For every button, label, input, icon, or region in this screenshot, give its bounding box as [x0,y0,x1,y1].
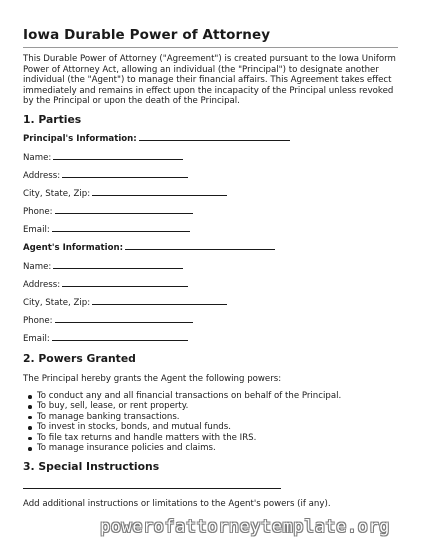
principal-email-field [23,224,190,235]
power-item: To manage insurance policies and claims. [23,443,341,453]
special-instructions-heading: 3. Special Instructions [23,460,160,473]
agent-name-line[interactable] [53,261,183,269]
powers-intro: The Principal hereby grants the Agent the following powers: [23,374,282,384]
agent-name-field [23,261,183,272]
power-item: To buy, sell, lease, or rent property. [23,401,341,411]
power-item: To invest in stocks, bonds, and mutual funds. [23,422,341,432]
principal-name-line[interactable] [53,152,183,160]
principal-phone-label: Phone: [23,207,53,217]
agent-info-line[interactable] [125,242,275,250]
agent-phone-line[interactable] [55,315,193,323]
agent-email-field [23,333,188,344]
principal-address-line[interactable] [62,170,188,178]
special-instructions-note: Add additional instructions or limitations to the Agent's powers (if any). [23,499,331,509]
principal-name-field [23,152,183,163]
agent-city-label: City, State, Zip: [23,298,91,308]
special-instructions-line[interactable] [23,488,281,489]
agent-email-label: Email: [23,334,50,344]
principal-address-label: Address: [23,171,61,181]
principal-email-label: Email: [23,225,50,235]
principal-email-line[interactable] [52,224,190,232]
agent-city-field [23,297,227,308]
principal-address-field [23,170,188,181]
principal-city-label: City, State, Zip: [23,189,91,199]
agent-phone-field [23,315,193,326]
power-item: To manage banking transactions. [23,412,341,422]
agent-address-line[interactable] [62,279,188,287]
agent-phone-label: Phone: [23,316,53,326]
principal-city-line[interactable] [92,188,227,196]
principal-info-header [23,133,290,144]
agent-info-header [23,242,275,253]
principal-name-label: Name: [23,153,52,163]
power-item: To file tax returns and handle matters with the IRS. [23,433,341,443]
principal-info-label: Principal's Information: [23,134,137,144]
power-item: To conduct any and all financial transactions on behalf of the Principal. [23,391,341,401]
agent-city-line[interactable] [92,297,227,305]
title-rule [23,47,398,48]
intro-paragraph: This Durable Power of Attorney ("Agreement") is created pursuant to the Iowa Uniform Power of Attorney Act, allowing an individual (the "Principal") to designate another individual (the "Agent") to manage their financial affairs. This Agreement takes effect immediately and remains in effect upon the incapacity of the Principal unless revoked by the Principal or upon the death of the Principal. [23,54,396,107]
agent-name-label: Name: [23,262,52,272]
document-title: Iowa Durable Power of Attorney [23,27,271,43]
principal-info-line[interactable] [139,133,290,141]
agent-address-label: Address: [23,280,61,290]
powers-list [23,391,341,453]
agent-info-label: Agent's Information: [23,243,124,253]
principal-phone-field [23,206,193,217]
principal-phone-line[interactable] [55,206,193,214]
powers-heading: 2. Powers Granted [23,352,136,365]
agent-address-field [23,279,188,290]
agent-email-line[interactable] [52,333,188,341]
site-watermark: powerofattorneytemplate.org [100,517,390,537]
principal-city-field [23,188,227,199]
parties-heading: 1. Parties [23,113,82,126]
